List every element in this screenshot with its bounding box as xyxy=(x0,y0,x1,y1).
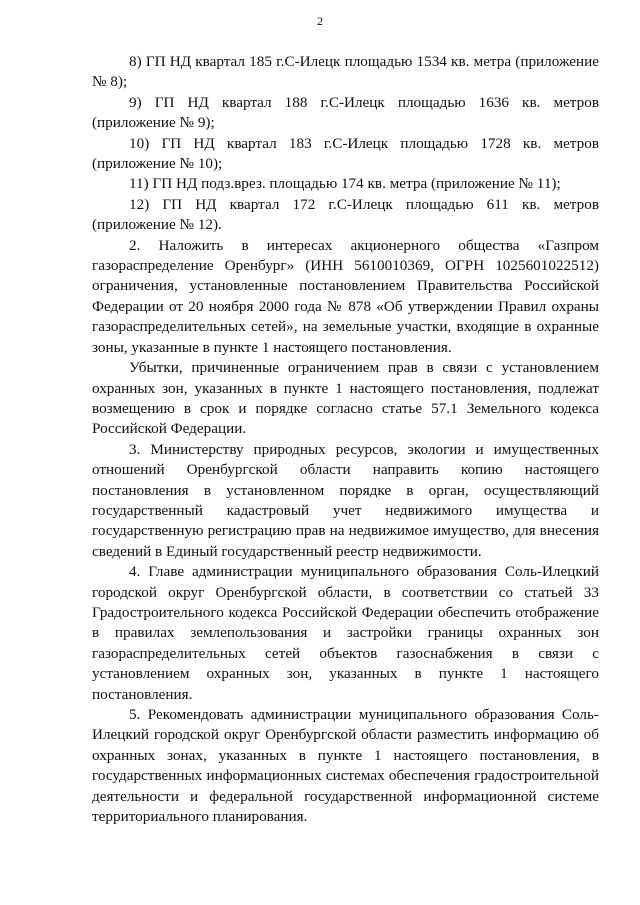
clause-2: 2. Наложить в интересах акционерного общества «Газпром газораспределение Оренбург» (ИНН 5610010369, ОГРН 1025601022512) ограничения, установленные постановлением Правительства Российской Федерации от 20 ноября 2000 года № 878 «Об утверждении Правил охраны газораспределительных сетей», на земельные участки, входящие в охранные зоны, указанные в пункте 1 настоящего постановления. xyxy=(92,236,599,356)
document-body xyxy=(92,52,599,827)
list-item-10: 10) ГП НД квартал 183 г.С-Илецк площадью 1728 кв. метров (приложение № 10); xyxy=(92,134,599,173)
list-item-11: 11) ГП НД подз.врез. площадью 174 кв. метра (приложение № 11); xyxy=(129,175,561,193)
list-item-9: 9) ГП НД квартал 188 г.С-Илецк площадью 1636 кв. метров (приложение № 9); xyxy=(92,93,599,132)
clause-5: 5. Рекомендовать администрации муниципального образования Соль-Илецкий городской округ Оренбургской области разместить информацию об охранных зонах, указанных в пункте 1 настоящего постановления, в государственных информационных системах обеспечения градостроительной деятельности и федеральной государственной информационной системе территориального планирования. xyxy=(92,706,599,826)
page-number: 2 xyxy=(317,14,323,28)
list-item-8: 8) ГП НД квартал 185 г.С-Илецк площадью 1534 кв. метра (приложение № 8); xyxy=(92,53,599,91)
clause-3: 3. Министерству природных ресурсов, экологии и имущественных отношений Оренбургской области направить копию настоящего постановления в установленном порядке в орган, осуществляющий государственный кадастровый учет недвижимого имущества и государственную регистрацию прав на недвижимое имущество, для внесения сведений в Единый государственный реестр недвижимости. xyxy=(92,440,599,560)
clause-2-losses: Убытки, причиненные ограничением прав в связи с установлением охранных зон, указанных в пункте 1 настоящего постановления, подлежат возмещению в срок и порядке согласно статье 57.1 Земельного кодекса Российской Федерации. xyxy=(92,359,599,438)
clause-4: 4. Главе администрации муниципального образования Соль-Илецкий городской округ Оренбургской области, в соответствии со статьей 33 Градостроительного кодекса Российской Федерации обеспечить отображение в правилах землепользования и застройки границы охранных зон газораспределительных сетей объектов газоснабжения в связи с установлением охранных зон, указанных в пункте 1 настоящего постановления. xyxy=(92,563,599,703)
list-item-12: 12) ГП НД квартал 172 г.С-Илецк площадью 611 кв. метров (приложение № 12). xyxy=(92,195,599,234)
